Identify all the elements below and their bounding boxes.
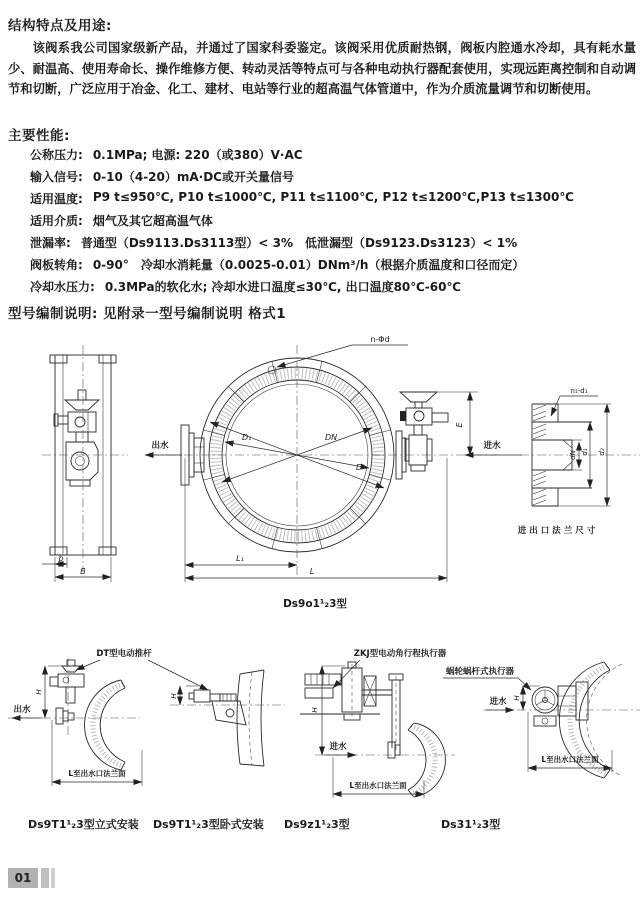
spec-value: 0-10（4-20）mA·DC或开关量信号: [92, 170, 294, 184]
spec-value: 0.1MPa; 电源: 220（或380）V·AC: [92, 148, 303, 162]
spec-row-input-signal: [30, 168, 630, 190]
worm-gear-install-diagram: [443, 662, 640, 778]
performance-list: [30, 146, 630, 300]
spec-label: 适用温度:: [30, 192, 83, 206]
dim-B-label: B: [80, 567, 86, 576]
spec-label: 阀板转角:: [30, 258, 83, 272]
page-number-badge: 01: [8, 868, 38, 888]
performance-heading: 主要性能:: [8, 128, 70, 144]
drawing-caption-vertical: Ds9T1¹₂3型立式安装: [28, 818, 139, 831]
duct-section: [408, 723, 445, 797]
flange-caption: 进出口法兰尺寸: [517, 526, 599, 536]
outlet-label: 出水: [13, 705, 31, 715]
zkj-install-diagram: [300, 648, 455, 798]
side-view-actuator: [54, 390, 99, 486]
inlet-label: 进水: [483, 441, 501, 451]
dim-d2-label: d₂: [598, 448, 606, 456]
spec-row-cooling-water: [30, 278, 630, 300]
dim-dN-label: dN: [569, 450, 577, 460]
front-view-actuator: [396, 392, 448, 479]
spec-row-disc-angle: [30, 256, 630, 278]
main-drawing: [0, 330, 643, 630]
zkj-actuator-label: ZKJ型电动角行程执行器: [353, 649, 447, 659]
spec-row-medium: [30, 212, 630, 234]
spec-row-pressure: [30, 146, 630, 168]
bolt-pattern-label: n-Φd: [370, 335, 390, 344]
main-model-label: Ds9o1¹₂3型: [283, 598, 347, 610]
front-view: [145, 335, 522, 582]
flange-bolt-label: n₁-d₁: [570, 387, 588, 395]
spec-label: 泄漏率:: [30, 236, 71, 250]
dt-actuator: [50, 660, 84, 724]
l-to-flange-label: L至出水口法兰面: [349, 781, 407, 790]
outlet-label: 出水: [151, 441, 169, 451]
duct-section: [85, 680, 125, 770]
dim-b-label: b: [58, 554, 64, 563]
spec-row-leakage: [30, 234, 630, 256]
dim-d1-label: d₁: [581, 448, 589, 456]
spec-label: 适用介质:: [30, 214, 83, 228]
dim-H-label: H: [311, 707, 319, 713]
side-view: [42, 345, 128, 582]
spec-label: 冷却水压力:: [30, 280, 95, 294]
dim-L-label: L: [309, 567, 315, 576]
dim-L1-label: L₁: [236, 554, 244, 563]
duct-wall: [237, 670, 264, 766]
horizontal-install-diagram: [170, 670, 285, 766]
dim-D1-label: D₁: [242, 433, 252, 442]
features-heading: 结构特点及用途:: [8, 18, 112, 34]
drawing-caption-worm: Ds31¹₂3型: [441, 818, 501, 831]
installation-drawings: [0, 630, 643, 820]
footer-decoration-bar: [41, 868, 49, 888]
spec-value: 0-90° 冷却水消耗量（0.0025-0.01）DNm³/h（根据介质温度和口径而定）: [92, 258, 525, 272]
inlet-label: 进水: [489, 697, 507, 707]
spec-value: 0.3MPa的软化水; 冷却水进口温度≤30℃, 出口温度80℃-60℃: [104, 280, 462, 294]
vertical-install-diagram: [8, 658, 142, 786]
footer-decoration-bar: [51, 868, 55, 888]
dim-D-label: D: [356, 463, 363, 472]
worm-actuator-label: 蜗轮蜗杆式执行器: [445, 667, 515, 677]
spec-row-temperature: [30, 190, 630, 212]
inlet-label: 进水: [329, 742, 347, 752]
dim-H-label: H: [170, 693, 178, 699]
drawing-caption-horizontal: Ds9T1¹₂3型卧式安装: [153, 818, 264, 831]
dim-H-label: H: [35, 689, 43, 695]
spec-value: 烟气及其它超高温气体: [92, 214, 213, 228]
spec-label: 公称压力:: [30, 148, 83, 162]
features-paragraph: 该阀系我公司国家级新产品，并通过了国家科委鉴定。该阀采用优质耐热钢，阀板内腔通水冷却，具有耗水量少、耐温高、使用寿命长、操作维修方便、转动灵活等特点可与各种电动执行器配套使用，实现远距离控制和自动调节和切断，广泛应用于冶金、化工、建材、电站等行业的超高温气体管道中，作为介质流量调节和切断使用。: [8, 41, 636, 96]
dt-actuator-label: DT型电动推杆: [96, 649, 152, 659]
spec-label: 输入信号:: [30, 170, 83, 184]
spec-value: P9 t≤950℃, P10 t≤1000℃, P11 t≤1100℃, P12 t≤1200℃,P13 t≤1300℃: [92, 190, 574, 204]
l-to-flange-label: L至出水口法兰面: [541, 755, 599, 764]
spec-value: 普通型（Ds9113.Ds3113型）< 3% 低泄漏型（Ds9123.Ds3123）< 1%: [80, 236, 518, 250]
drawing-caption-zkj: Ds9z1¹₂3型: [284, 818, 350, 831]
dim-DN-label: DN: [325, 433, 338, 442]
l-to-flange-label: L至出水口法兰面: [68, 769, 126, 778]
dim-H-label: H: [513, 695, 521, 701]
dim-E-label: E: [455, 422, 464, 428]
model-note-heading: 型号编制说明: 见附录一型号编制说明 格式1: [8, 306, 287, 322]
flange-detail: [517, 387, 640, 536]
